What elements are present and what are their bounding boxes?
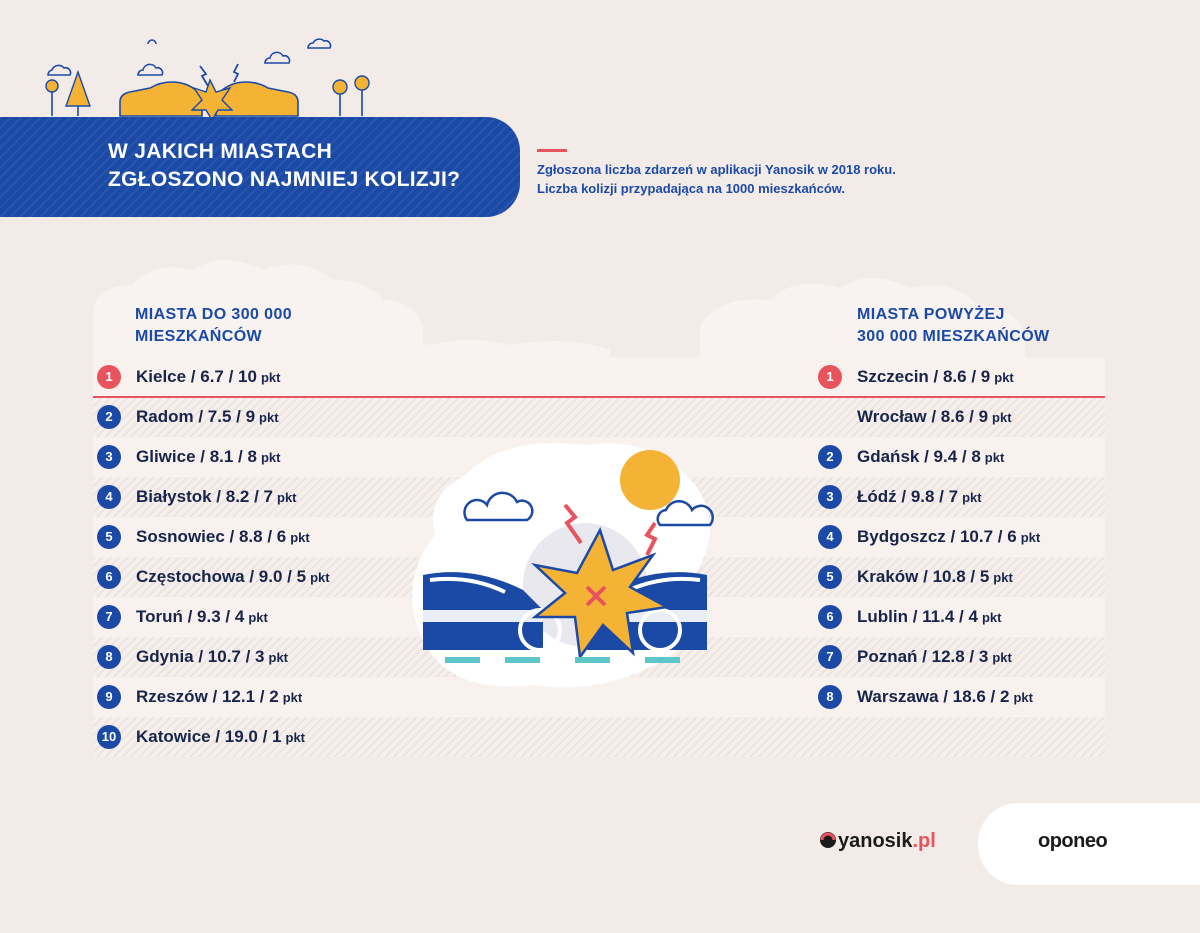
city-stats: Lublin / 11.4 / 4 <box>857 607 978 626</box>
subtitle-accent-line <box>537 149 567 152</box>
header-crash-illustration <box>40 30 380 122</box>
points-unit: pkt <box>260 450 281 465</box>
cloud-icon <box>48 39 331 75</box>
small-cities-heading <box>135 304 292 348</box>
large_cities-entry <box>857 446 1004 469</box>
small_cities-entry <box>136 606 268 629</box>
points-unit: pkt <box>282 690 303 705</box>
points-unit: pkt <box>268 650 289 665</box>
small_cities-rank-badge: 3 <box>97 445 121 469</box>
yanosik-logo-icon <box>818 830 838 850</box>
points-unit: pkt <box>994 370 1014 385</box>
city-stats: Kraków / 10.8 / 5 <box>857 567 990 586</box>
crash-illustration <box>405 435 725 705</box>
city-stats: Radom / 7.5 / 9 <box>136 407 256 426</box>
points-unit: pkt <box>962 490 982 505</box>
small_cities-rank-badge: 8 <box>97 645 121 669</box>
large_cities-entry <box>857 406 1012 429</box>
points-unit: pkt <box>1013 690 1033 705</box>
large_cities-rank-badge: 7 <box>818 645 842 669</box>
yanosik-logo-name: yanosik <box>838 830 913 852</box>
points-unit: pkt <box>259 410 279 425</box>
points-unit: pkt <box>1020 530 1041 545</box>
city-stats: Bydgoszcz / 10.7 / 6 <box>857 527 1017 546</box>
city-stats: Gliwice / 8.1 / 8 <box>136 447 257 466</box>
subtitle-line-2: Liczba kolizji przypadająca na 1000 mieszkańców. <box>537 181 846 196</box>
points-unit: pkt <box>992 650 1012 665</box>
small_cities-rank-badge: 7 <box>97 605 121 629</box>
subtitle-line-1: Zgłoszona liczba zdarzeń w aplikacji Yanosik w 2018 roku. <box>537 162 896 177</box>
city-stats: Gdańsk / 9.4 / 8 <box>857 447 981 466</box>
large_cities-rank-badge: 2 <box>818 445 842 469</box>
city-stats: Gdynia / 10.7 / 3 <box>136 647 265 666</box>
points-unit: pkt <box>984 450 1005 465</box>
small_cities-entry <box>136 646 288 669</box>
small_cities-rank-badge: 5 <box>97 525 121 549</box>
large-cities-heading-line-1: MIASTA POWYŻEJ <box>857 306 1005 323</box>
small-cities-heading-line-1: MIASTA DO 300 000 <box>135 306 293 323</box>
city-stats: Białystok / 8.2 / 7 <box>136 487 274 506</box>
title-line-2: ZGŁOSZONO NAJMNIEJ KOLIZJI? <box>108 168 461 191</box>
city-stats: Sosnowiec / 8.8 / 6 <box>136 527 287 546</box>
yanosik-logo-tld: .pl <box>912 830 936 852</box>
oponeo-logo: oponeo <box>1038 830 1108 852</box>
points-unit: pkt <box>277 490 297 505</box>
city-stats: Poznań / 12.8 / 3 <box>857 647 989 666</box>
small_cities-entry <box>136 726 305 749</box>
small_cities-rank-badge: 9 <box>97 685 121 709</box>
large_cities-rank-badge: 4 <box>818 525 842 549</box>
small_cities-rank-badge: 1 <box>97 365 121 389</box>
large-cities-heading-line-2: 300 000 MIESZKAŃCÓW <box>857 328 1050 345</box>
small_cities-rank-badge: 4 <box>97 485 121 509</box>
small_cities-entry <box>136 446 280 469</box>
small_cities-entry <box>136 526 310 549</box>
small_cities-entry <box>136 366 280 389</box>
city-stats: Katowice / 19.0 / 1 <box>136 727 282 746</box>
small_cities-rank-badge: 2 <box>97 405 121 429</box>
points-unit: pkt <box>260 370 281 385</box>
city-stats: Kielce / 6.7 / 10 <box>136 367 257 386</box>
subtitle <box>537 160 896 198</box>
small_cities-entry <box>136 686 302 709</box>
points-unit: pkt <box>310 570 330 585</box>
large_cities-entry <box>857 526 1040 549</box>
large-cities-heading <box>857 304 1050 348</box>
car-crash-icon <box>120 64 298 120</box>
top-rank-divider <box>93 396 1105 398</box>
city-stats: Szczecin / 8.6 / 9 <box>857 367 991 386</box>
page-title <box>108 138 528 194</box>
yanosik-logo <box>818 830 936 853</box>
large_cities-entry <box>857 606 1001 629</box>
large_cities-rank-badge: 5 <box>818 565 842 589</box>
points-unit: pkt <box>290 530 310 545</box>
city-stats: Warszawa / 18.6 / 2 <box>857 687 1010 706</box>
small_cities-rank-badge: 10 <box>97 725 121 749</box>
large_cities-entry <box>857 686 1033 709</box>
title-line-1: W JAKICH MIASTACH <box>108 140 333 163</box>
city-stats: Toruń / 9.3 / 4 <box>136 607 245 626</box>
small_cities-entry <box>136 566 330 589</box>
large_cities-entry <box>857 646 1012 669</box>
city-stats: Częstochowa / 9.0 / 5 <box>136 567 307 586</box>
large_cities-rank-badge: 3 <box>818 485 842 509</box>
small_cities-entry <box>136 486 297 509</box>
large_cities-entry <box>857 566 1013 589</box>
lightning-icon <box>200 66 208 86</box>
small-cities-heading-line-2: MIESZKAŃCÓW <box>135 328 263 345</box>
large_cities-entry <box>857 366 1014 389</box>
points-unit: pkt <box>992 410 1012 425</box>
sun-icon <box>620 450 680 510</box>
city-stats: Łódź / 9.8 / 7 <box>857 487 959 506</box>
large_cities-rank-badge: 1 <box>818 365 842 389</box>
large_cities-rank-badge: 6 <box>818 605 842 629</box>
large_cities-rank-badge: 8 <box>818 685 842 709</box>
city-stats: Rzeszów / 12.1 / 2 <box>136 687 279 706</box>
small_cities-entry <box>136 406 279 429</box>
small_cities-rank-badge: 6 <box>97 565 121 589</box>
points-unit: pkt <box>285 730 306 745</box>
city-stats: Wrocław / 8.6 / 9 <box>857 407 989 426</box>
large_cities-entry <box>857 486 982 509</box>
points-unit: pkt <box>248 610 268 625</box>
points-unit: pkt <box>981 610 1002 625</box>
points-unit: pkt <box>993 570 1013 585</box>
